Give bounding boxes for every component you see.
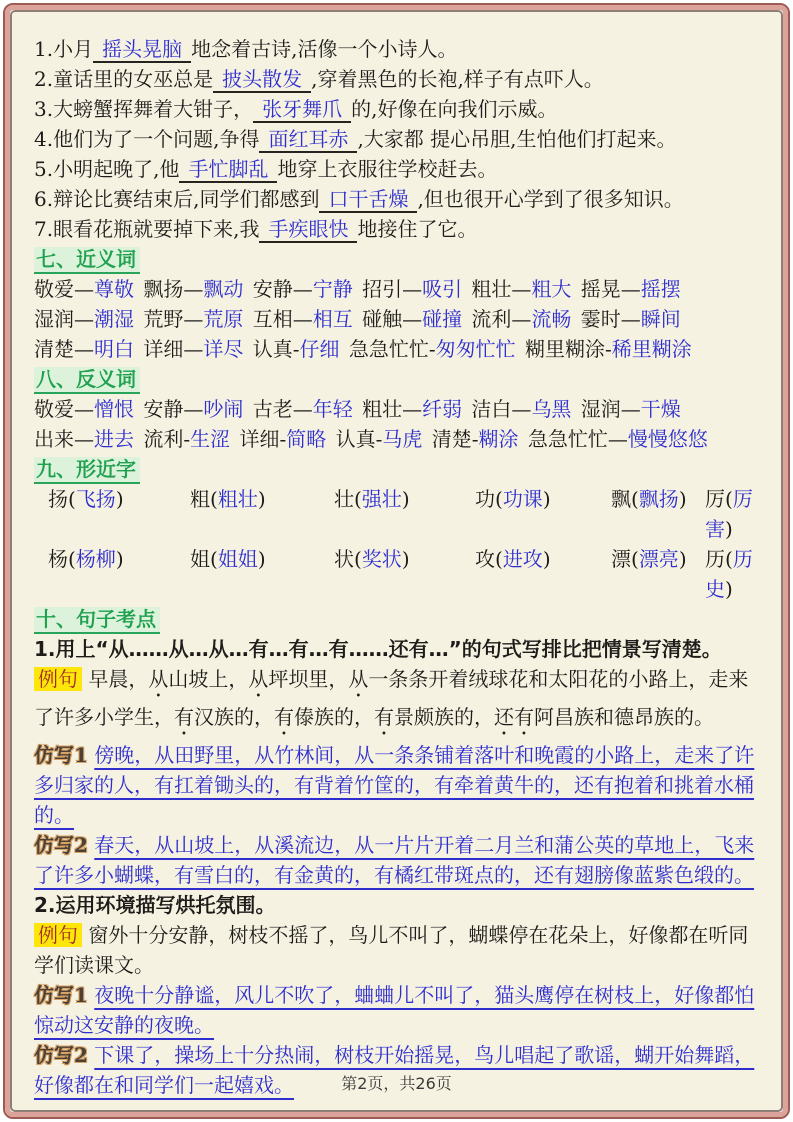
text-segment: ) [257,547,266,571]
text-segment: 强壮 [361,487,402,511]
section-title-text: 十、句子考点 [34,607,160,634]
similar-char-cell [475,484,611,544]
text-segment: 稀里糊涂 [611,337,692,361]
similar-char-cell [475,544,611,604]
text-segment: 1.用上“从……从…从…有…有…有……还有…”的句式写排比把情景写清楚。 [34,637,722,661]
text-segment: 明白 [94,337,134,361]
text-segment: 攻( [475,547,503,571]
text-segment: 详尽 [203,337,244,361]
text-segment: 年轻 [312,397,353,421]
text-segment: 地念着古诗,活像一个小诗人。 [191,37,458,61]
point-1-imitation-1 [34,740,759,830]
imitation-label: 仿写2 [34,1043,88,1067]
text-segment: 飘动 [203,277,244,301]
text-segment: 流利— [462,307,532,331]
text-segment: 壮( [334,487,362,511]
text-segment: 地接住了它。 [357,217,478,241]
text-segment: 窗外十分安静，树枝不摇了，鸟儿不叫了，蝴蝶停在花朵上，好像都在听同学们读课文。 [34,923,749,977]
section-title-synonyms [34,244,759,274]
text-segment: 粗壮— [352,397,423,421]
text-segment: 傣族的， [294,705,374,729]
text-segment: 古老— [243,397,313,421]
text-segment: 进攻 [502,547,543,571]
example-label: 例句 [34,667,82,691]
similar-char-cell [190,484,334,544]
text-segment: 纤弱 [422,397,463,421]
text-segment: 漂( [611,547,639,571]
text-segment: ) [542,487,551,511]
imitation-label: 仿写1 [34,983,88,1007]
text-segment: 生涩 [190,427,231,451]
text-segment: 6.辩论比赛结束后,同学们都感到 [34,187,320,211]
text-segment: ) [678,547,687,571]
text-segment: 详细— [134,337,204,361]
text-segment: 2.童话里的女巫总是 [34,67,214,91]
text-segment: 从 [348,667,369,691]
text-segment: 吸引 [422,277,463,301]
text-segment: 尊敬 [94,277,134,301]
text-segment: 一条条开着绒球花和太阳花的小路上，走来了许多小学生， [34,667,749,729]
text-segment: 湿润— [34,307,94,331]
imitation-label: 仿写1 [34,743,88,767]
text-segment: 粗大 [531,277,572,301]
text-segment: ) [115,487,124,511]
document-body [12,12,781,1110]
text-segment: 相互 [312,307,353,331]
similar-char-cell [705,484,759,544]
text-segment: 碰撞 [422,307,463,331]
text-segment: 认真- [243,337,300,361]
text-segment: 流利- [134,427,191,451]
text-segment: 历史 [705,547,753,601]
text-segment: 干燥 [640,397,681,421]
text-segment: 春天，从山坡上，从溪流边，从一片片开着二月兰和蒲公英的草地上，飞来了许多小蝴蝶，有雪白的，有金黄的，有橘红带斑点的，还有翅膀像蓝紫色缎的。 [34,833,755,887]
section-title-text: 八、反义词 [34,367,140,394]
text-segment: 4.他们为了一个问题,争得 [34,127,260,151]
text-segment: 匆匆忙忙 [435,337,516,361]
text-segment: 粗( [190,487,218,511]
text-segment: 急急忙忙— [518,427,628,451]
text-segment: 洁白— [462,397,532,421]
text-segment: 进去 [94,427,134,451]
text-segment: 杨柳 [75,547,116,571]
similar-char-cell [334,484,475,544]
similar-char-cell [190,544,334,604]
numbered-sentence-4 [34,124,759,154]
imitation-label: 仿写2 [34,833,88,857]
fill-in-blank-answer: 手疾眼快 [259,217,357,243]
decorative-border-band [5,5,788,1117]
text-segment: 汉族的， [194,705,274,729]
text-segment: ,穿着黑色的长袍,样子有点吓人。 [311,67,604,91]
section-title-text: 七、近义词 [34,247,140,274]
text-segment: 仔细 [299,337,340,361]
similar-chars-row-2 [34,544,759,604]
text-segment: 粗壮— [462,277,532,301]
text-segment: 早晨， [82,667,149,691]
text-segment: 功( [475,487,503,511]
decorative-border-outer [3,3,790,1119]
text-segment: 敬爱— [34,277,94,301]
text-segment: 出来— [34,427,94,451]
text-segment: ,大家都 提心吊胆,生怕他们打起来。 [357,127,677,151]
text-segment: 摇摆 [640,277,681,301]
text-segment: 夜晚十分静谧，风儿不吹了，蛐蛐儿不叫了，猫头鹰停在树枝上，好像都怕惊动这安静的夜晚。 [34,983,755,1037]
text-segment: 状( [334,547,362,571]
text-segment: 招引— [352,277,423,301]
fill-in-blank-answer: 张牙舞爪 [253,97,351,123]
fill-in-blank-answer: 面红耳赤 [259,127,357,153]
page-number: 第2页，共26页 [341,1074,452,1093]
section-title-antonyms [34,364,759,394]
text-segment: 清楚— [34,337,94,361]
text-segment: ) [401,547,410,571]
numbered-sentence-3 [34,94,759,124]
numbered-sentence-7 [34,214,759,244]
text-segment: 碰触— [352,307,423,331]
similar-char-cell [48,544,190,604]
text-segment: 山坡上， [168,667,249,691]
text-segment: 简略 [286,427,327,451]
text-segment: 流畅 [531,307,572,331]
similar-char-cell [334,544,475,604]
text-segment: 1.小月 [34,37,94,61]
similar-char-cell [705,544,759,604]
text-segment: 粗壮 [217,487,258,511]
text-segment: 3.大螃蟹挥舞着大钳子， [34,97,254,121]
text-segment: 扬( [48,487,76,511]
synonyms-row-3 [34,334,759,364]
text-segment: 吵闹 [203,397,244,421]
text-segment: 湿润— [571,397,641,421]
text-segment: 安静— [243,277,313,301]
point-1-heading [34,634,759,664]
text-segment: 清楚- [422,427,479,451]
numbered-sentence-5 [34,154,759,184]
text-segment: 潮湿 [94,307,134,331]
text-segment: 宁静 [312,277,353,301]
text-segment: 阿昌族和德昂族的。 [534,705,714,729]
numbered-sentence-6 [34,184,759,214]
text-segment: 安静— [134,397,204,421]
text-segment: 瞬间 [640,307,681,331]
text-segment: 荒原 [203,307,244,331]
point-2-example [34,920,759,980]
text-segment: 姐姐 [217,547,258,571]
fill-in-blank-answer: 手忙脚乱 [179,157,277,183]
text-segment: 还有 [494,705,534,729]
numbered-sentence-2 [34,64,759,94]
text-segment: 摇晃— [571,277,641,301]
point-1-example [34,664,759,740]
section-title-similar-chars [34,454,759,484]
synonyms-row-1 [34,274,759,304]
fill-in-blank-answer: 披头散发 [213,67,311,93]
text-segment: ) [257,487,266,511]
similar-char-cell [48,484,190,544]
example-label: 例句 [34,923,82,947]
text-segment: 从 [248,667,269,691]
text-segment: 有 [274,705,294,729]
text-segment: ) [725,517,733,541]
text-segment: 5.小明起晚了,他 [34,157,180,181]
text-segment: ) [725,577,733,601]
text-segment: 马虎 [382,427,423,451]
similar-chars-row-1 [34,484,759,544]
text-segment: 坪坝里， [268,667,349,691]
text-segment: 奖状 [361,547,402,571]
text-segment: 有 [374,705,394,729]
point-2-imitation-1 [34,980,759,1040]
text-segment: 漂亮 [638,547,679,571]
text-segment: 敬爱— [34,397,94,421]
text-segment: 的,好像在向我们示威。 [351,97,558,121]
antonyms-row-2 [34,424,759,454]
fill-in-blank-answer: 口干舌燥 [319,187,417,213]
text-segment: 从 [148,667,169,691]
text-segment: 功课 [502,487,543,511]
section-title-text: 九、形近字 [34,457,140,484]
text-segment: 历( [705,547,733,571]
text-segment: 认真- [326,427,383,451]
text-segment: ) [678,487,687,511]
text-segment: 荒野— [134,307,204,331]
similar-char-cell [611,544,705,604]
antonyms-row-1 [34,394,759,424]
text-segment: 姐( [190,547,218,571]
point-2-heading [34,890,759,920]
text-segment: 厉害 [705,487,753,541]
text-segment: 下课了，操场上十分热闹，树枝开始摇晃，鸟儿唱起了歌谣，蝴开始舞蹈，好像都在和同学们一起嬉戏。 [34,1043,755,1097]
text-segment: ) [115,547,124,571]
text-segment: 慢慢悠悠 [627,427,708,451]
text-segment: 互相— [243,307,313,331]
text-segment: 7.眼看花瓶就要掉下来,我 [34,217,260,241]
text-segment: 详细- [230,427,287,451]
text-segment: 飞扬 [75,487,116,511]
text-segment: 厉( [705,487,733,511]
text-segment: 乌黑 [531,397,572,421]
decorative-border-inner [10,10,783,1112]
text-segment: 傍晚，从田野里，从竹林间，从一条条铺着落叶和晚霞的小路上，走来了许多归家的人，有扛着锄头的，有背着竹筐的，有牵着黄牛的，还有抱着和挑着水桶的。 [34,743,755,827]
text-segment: 霎时— [571,307,641,331]
text-segment: 景颇族的， [394,705,494,729]
point-1-imitation-2 [34,830,759,890]
fill-in-blank-answer: 摇头晃脑 [93,37,191,63]
text-segment: 糊涂 [478,427,519,451]
text-segment: 2.运用环境描写烘托氛围。 [34,893,276,917]
text-segment: ) [401,487,410,511]
text-segment: 飘扬— [134,277,204,301]
text-segment: 飘( [611,487,639,511]
text-segment: 杨( [48,547,76,571]
text-segment: 急急忙忙- [339,337,436,361]
similar-char-cell [611,484,705,544]
section-title-sentence-points [34,604,759,634]
text-segment: 飘扬 [638,487,679,511]
text-segment: 糊里糊涂- [515,337,612,361]
text-segment: 有 [174,705,194,729]
text-segment: 憎恨 [94,397,134,421]
synonyms-row-2 [34,304,759,334]
numbered-sentence-1 [34,34,759,64]
text-segment: ,但也很开心学到了很多知识。 [417,187,684,211]
text-segment: ) [542,547,551,571]
text-segment: 地穿上衣服往学校赶去。 [277,157,498,181]
